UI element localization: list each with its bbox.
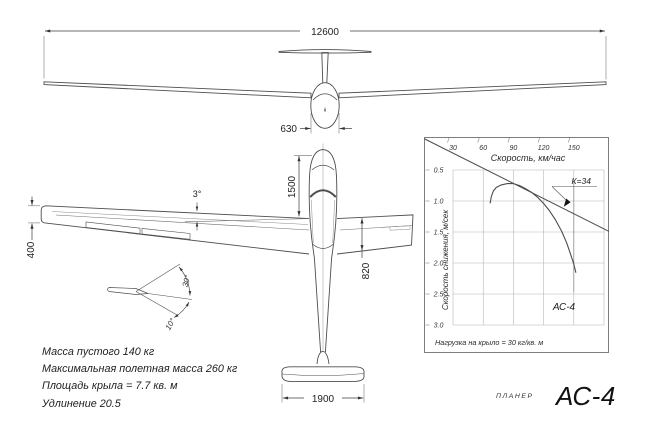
- y-tick-label: 1.5: [433, 229, 444, 237]
- front-fuselage: [311, 83, 339, 129]
- spec-block: [42, 344, 237, 413]
- plan-right-wing: [337, 215, 413, 254]
- spec-wing-area: Площадь крыла = 7.7 кв. м: [42, 380, 178, 393]
- detail-aileron-down-label: 10°: [163, 316, 178, 332]
- spec-empty-mass: Масса пустого 140 кг: [42, 346, 155, 358]
- polar-chart-panel: [424, 137, 609, 353]
- dim-wing-angle-label: 3°: [192, 189, 202, 199]
- front-right-wing: [339, 82, 606, 98]
- x-tick-label: 60: [479, 145, 488, 152]
- plan-fuselage-left: [309, 150, 323, 353]
- dim-nose-length: [287, 155, 312, 216]
- plan-fuselage-right: [323, 150, 337, 353]
- spec-max-mass: Максимальная полетная масса 260 кг: [42, 363, 238, 376]
- front-center-dot: [324, 109, 326, 111]
- front-fin: [322, 53, 328, 83]
- polar-chart: [424, 137, 609, 353]
- x-axis-title: Скорость, км/час: [490, 153, 566, 163]
- dim-stab-span-label: 1900: [311, 393, 335, 405]
- dim-cockpit-width-label: 630: [280, 124, 297, 135]
- y-axis-title: Скорость снижения, м/сек: [441, 209, 450, 311]
- x-tick-label: 90: [509, 145, 518, 152]
- aircraft-model-label: АС-4: [556, 381, 616, 411]
- y-tick-label: 2.5: [433, 291, 444, 299]
- x-tick-label: 30: [449, 145, 457, 152]
- spec-aspect-ratio: Удлинение 20.5: [42, 397, 121, 410]
- x-tick-label: 120: [537, 145, 550, 152]
- front-view: [44, 50, 606, 129]
- detail-tip-body: [108, 288, 149, 295]
- dim-wingspan-label: 12600: [311, 26, 339, 38]
- aircraft-type-label: ПЛАНЕР: [496, 393, 534, 400]
- y-tick-label: 1.0: [433, 198, 444, 206]
- dim-tip-chord: [26, 197, 40, 259]
- dim-stab-span: [282, 384, 364, 405]
- front-left-wing: [44, 82, 311, 98]
- y-tick-label: 2.0: [433, 260, 444, 268]
- plan-stabilizer: [282, 367, 364, 382]
- wingtip-detail: [108, 264, 193, 332]
- dim-root-chord-label: 820: [361, 262, 372, 280]
- dim-tip-chord-label: 400: [26, 241, 37, 259]
- x-tick-label: 150: [567, 145, 580, 152]
- dim-nose-length-label: 1500: [287, 175, 298, 199]
- glide-ratio-callout-text: К=34: [571, 176, 591, 186]
- wing-loading-footnote: Нагрузка на крыло = 30 кг/кв. м: [435, 338, 544, 347]
- y-tick-label: 3.0: [433, 322, 444, 330]
- chart-model-label: АС-4: [552, 302, 576, 313]
- detail-aileron-up-label: 30°: [180, 274, 193, 289]
- y-tick-label: 0.5: [433, 167, 444, 175]
- plan-fin: [317, 351, 329, 364]
